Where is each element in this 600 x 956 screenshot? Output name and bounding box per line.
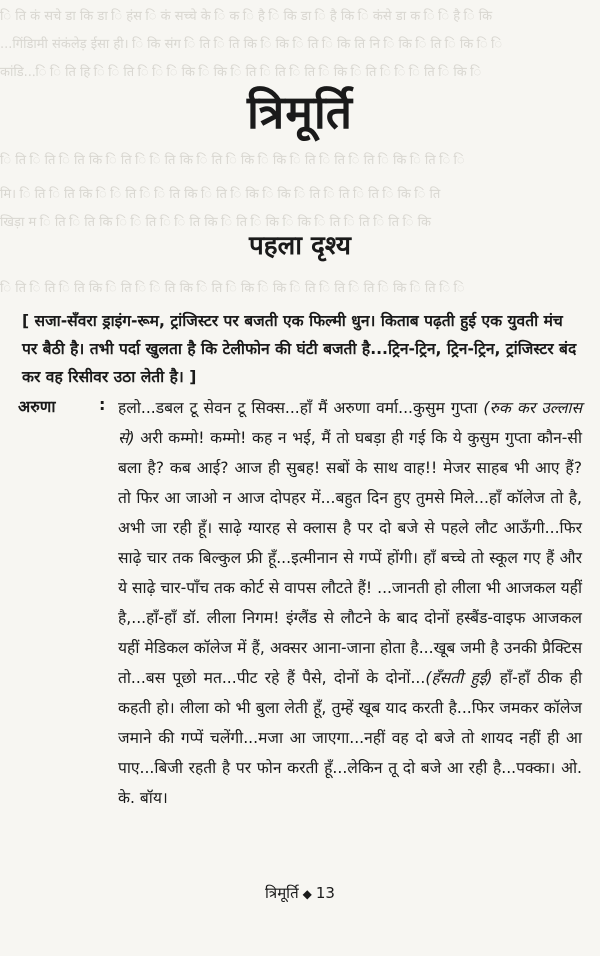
dialogue-part-3: हाँ-हाँ ठीक ही कहती हो। लीला को भी बुला लेती हूँ, तुम्हें खूब याद करती है...फिर जमकर कॉलेज जमाने की गप्पें चलेंगी...मजा आ जाएगा...नहीं वह दो बजे तो शायद नहीं ही आ पाए...बिजी रहती है पर फोन करती हूँ...लेकिन तू दो बजे आ रही है...पक्का। ओ. के. बॉय।	[118, 669, 583, 807]
page-number: 13	[315, 884, 335, 902]
action-direction-2: (हँसती हुई)	[425, 669, 493, 687]
dialogue-part-1: हलो...डबल टू सेवन टू सिक्स...हाँ मैं अरुणा वर्मा...कुसुम गुप्ता	[118, 399, 478, 417]
bleed-through-text: ि ति ि ति ि ति कि ि ति ि ि ति कि ि ति ि कि ि कि ि ति ि ति ि ति ि कि ि ति ि ि	[0, 281, 465, 296]
bleed-through-text: खिड़ा म ि ति ि ति कि ि ि ति ि ि ति कि ि ति ि कि ि कि ि ति ि ति ि ति ि कि	[0, 215, 432, 230]
bleed-through-text: ि ति कं सचे डा कि डा ि हंस ि कं सच्चे के ि क ि है ि कि डा ि है कि ि कंसे डा क ि ि है ि कि	[0, 9, 493, 24]
page-footer	[0, 883, 600, 903]
diamond-icon: ◆	[302, 887, 312, 901]
bleed-through-text: ...गिंडिामी संकंलेड़ ईसा ही। ि कि संग ि ति ि ति कि ि कि ि ति ि कि ति नि ि कि ि ति ि कि ि ि	[0, 37, 503, 52]
dialogue-part-2: अरी कम्मो! कम्मो! कह न भई, मैं तो घबड़ा ही गई कि ये कुसुम गुप्ता कौन-सी बला है? कब आई? आज ही सुबह! सबों के साथ वाह!! मेजर साहब भी आए हैं? तो फिर आ जाओ न आज दोपहर में...बहुत दिन हुए तुमसे मिले...हाँ कॉलेज तो है, अभी जा रही हूँ। साढ़े ग्यारह से क्लास है पर दो बजे से पहले लौट आऊँगी...फिर साढ़े चार तक बिल्कुल फ्री हूँ...इत्मीनान से गप्पें होंगी। हाँ बच्चे तो स्कूल गए हैं और ये साढ़े चार-पाँच तक कोर्ट से वापस लौटते हैं! ...जानती हो लीला भी आजकल यहीं है,...हाँ-हाँ डॉ. लीला निगम! इंग्लैंड से लौटने के बाद दोनों हस्बैंड-वाइफ आजकल यहीं मेडिकल कॉलेज में हैं, अक्सर आना-जाना होता है...खूब जमी है उनकी प्रैक्टिस तो...बस पूछो मत...पीट रहे हैं पैसे, दोनों के दोनों...	[118, 429, 582, 687]
bleed-through-text: मि। ि ति ि ति कि ि ि ति ि ि ति कि ि ति ि कि ि कि ि ति ि ति ि ति ि कि ि ति	[0, 187, 441, 202]
bleed-through-text: ि ति ि ति ि ति कि ि ति ि ि ति कि ि ति ि कि ि कि ि ति ि ति ि ति ि कि ि ति ि ि	[0, 153, 465, 168]
speaker-name: अरुणा	[18, 397, 56, 416]
stage-direction: [ सजा-सँवरा ड्राइंग-रूम, ट्रांजिस्टर पर बजती एक फिल्मी धुन। किताब पढ़ती हुई एक युवती मंच पर बैठी है। तभी पर्दा खुलता है कि टेलीफोन की घंटी बजती है...ट्रिन-ट्रिन, ट्रिन-ट्रिन, ट्रांजिस्टर बंद कर वह रिसीवर उठा लेती है। ]	[22, 312, 577, 386]
bleed-through-text: कांडि...ि ि ति हि ि ि ति ि ि ि कि ि कि ि ति ि ति ि ति ि कि ि ति ि ि ि ति ि कि ि	[0, 65, 482, 80]
action-direction-1: (रुक कर उल्लास से)	[118, 399, 582, 447]
speaker-colon: :	[99, 395, 106, 414]
footer-title: त्रिमूर्ति	[265, 884, 299, 902]
chapter-title: त्रिमूर्ति	[247, 85, 353, 139]
scene-heading: पहला दृश्य	[249, 231, 351, 261]
dialogue-text	[118, 393, 582, 813]
